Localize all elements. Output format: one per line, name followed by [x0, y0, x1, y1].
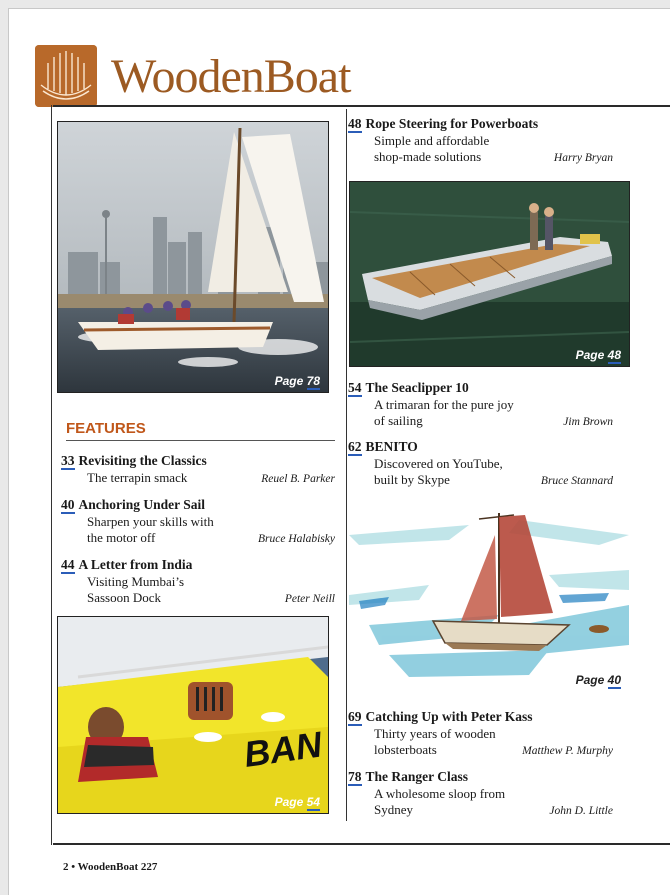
article-54[interactable] — [348, 380, 613, 429]
page-number: 48 — [348, 116, 362, 131]
page-tag-40: Page 40 — [575, 673, 621, 687]
magazine-page — [8, 8, 670, 895]
article-dek: Simple and affordable shop-made solutions — [374, 133, 490, 164]
article-dek: The terrapin smack — [87, 470, 188, 485]
article-byline: Harry Bryan — [553, 152, 613, 164]
article-dek: Discovered on YouTube, built by Skype — [374, 456, 503, 487]
article-title: 40 Anchoring Under Sail — [61, 497, 206, 512]
article-title: 69 Catching Up with Peter Kass — [348, 709, 533, 724]
article-byline: Matthew P. Murphy — [522, 745, 613, 757]
page-number: 69 — [348, 709, 362, 724]
article-byline: Jim Brown — [563, 416, 613, 428]
masthead-rule — [53, 105, 670, 107]
article-78[interactable] — [348, 769, 613, 818]
bottom-rule — [53, 843, 670, 845]
features-heading: FEATURES — [66, 420, 146, 437]
article-title: 78 The Ranger Class — [348, 769, 469, 784]
wooden-boat-logo-icon — [35, 45, 97, 107]
hull-lettering: BAN — [241, 723, 325, 775]
page-tag-48: Page 48 — [575, 348, 621, 362]
article-byline: Reuel B. Parker — [261, 473, 335, 485]
article-byline: Peter Neill — [284, 593, 335, 605]
column-divider — [346, 109, 347, 821]
article-dek: A wholesome sloop from Sydney — [374, 786, 506, 817]
article-byline: John D. Little — [549, 805, 613, 817]
page-number: 40 — [61, 497, 75, 512]
article-44[interactable] — [61, 557, 335, 606]
article-dek: A trimaran for the pure joy of sailing — [374, 397, 514, 428]
page-tag-78: Page 78 — [274, 374, 320, 388]
left-margin-rule — [51, 105, 52, 845]
article-33[interactable] — [61, 453, 335, 486]
page-number: 44 — [61, 557, 75, 572]
features-rule — [66, 440, 335, 441]
page-number: 54 — [348, 380, 362, 395]
article-48[interactable] — [348, 116, 613, 165]
article-dek: Sharpen your skills with the motor off — [87, 514, 214, 545]
article-byline: Bruce Halabisky — [258, 533, 335, 545]
page-folio: 2 • WoodenBoat 227 — [63, 861, 158, 873]
page-number: 78 — [348, 769, 362, 784]
article-title: 62 BENITO — [348, 439, 418, 454]
article-title: 44 A Letter from India — [61, 557, 193, 572]
article-40[interactable] — [61, 497, 335, 546]
photo-powerboat — [349, 181, 630, 367]
illustration-boat-at-anchor — [349, 505, 629, 691]
page-number: 33 — [61, 453, 75, 468]
article-dek: Visiting Mumbai’s Sassoon Dock — [87, 574, 185, 605]
page-number: 62 — [348, 439, 362, 454]
article-dek: Thirty years of wooden lobsterboats — [374, 726, 496, 757]
photo-sailboat-sydney — [57, 121, 329, 393]
article-62[interactable] — [348, 439, 613, 488]
article-69[interactable] — [348, 709, 613, 758]
article-title: 33 Revisiting the Classics — [61, 453, 207, 468]
article-title: 54 The Seaclipper 10 — [348, 380, 469, 395]
photo-trimaran — [57, 616, 329, 814]
article-byline: Bruce Stannard — [540, 475, 613, 487]
masthead-title: WoodenBoat — [111, 50, 351, 103]
article-title: 48 Rope Steering for Powerboats — [348, 116, 539, 131]
page-tag-54: Page 54 — [274, 795, 320, 809]
